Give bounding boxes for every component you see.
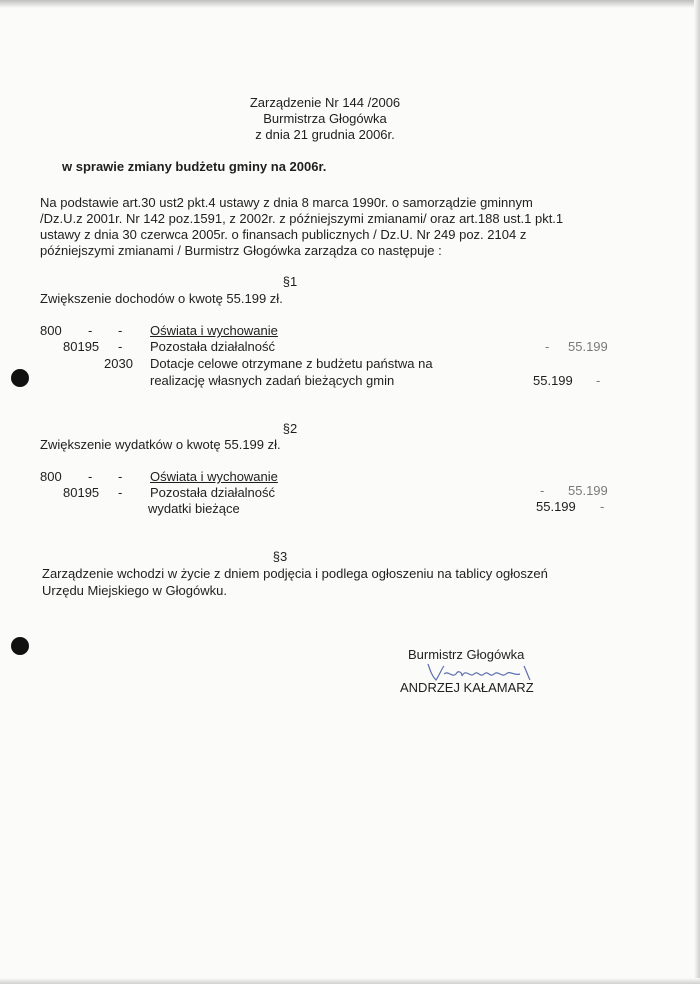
document-subject: w sprawie zmiany budżetu gminy na 2006r. — [62, 159, 327, 174]
s1-row1-dash-1: - — [88, 323, 93, 338]
s1-row2-amount: 55.199 — [568, 339, 608, 354]
s2-row1-dash-2: - — [118, 469, 123, 484]
scan-bottom-edge — [0, 978, 700, 984]
s1-row3-label-b: realizację własnych zadań bieżących gmin — [150, 373, 395, 388]
s2-row3-amount: 55.199 — [536, 499, 576, 514]
s1-row3-amount-dash: - — [596, 373, 601, 388]
s1-row3-amount: 55.199 — [533, 373, 573, 388]
s2-row1-code: 800 — [40, 469, 62, 484]
s2-row3-amount-dash: - — [600, 499, 605, 514]
s1-row3-code: 2030 — [104, 356, 133, 371]
s1-row2-dash: - — [118, 339, 123, 354]
section-3-mark: §3 — [272, 549, 288, 564]
section-1-intro: Zwiększenie dochodów o kwotę 55.199 zł. — [40, 291, 283, 306]
s1-row2-label: Pozostała działalność — [150, 339, 276, 354]
punch-hole-bottom — [11, 637, 29, 655]
s1-row1-dash-2: - — [118, 323, 123, 338]
preamble-line-4: późniejszymi zmianami / Burmistrz Głogówka zarządza co następuje : — [40, 243, 442, 258]
preamble-line-3: ustawy z dnia 30 czerwca 2005r. o finansach publicznych / Dz.U. Nr 249 poz. 2104 z — [40, 227, 527, 242]
s1-row3-label-a: Dotacje celowe otrzymane z budżetu państwa na — [150, 356, 433, 371]
s2-row3-label: wydatki bieżące — [148, 501, 240, 516]
signatory-name: ANDRZEJ KAŁAMARZ — [400, 680, 534, 695]
document-number: Zarządzenie Nr 144 /2006 — [249, 95, 401, 110]
s2-row1-dash-1: - — [88, 469, 93, 484]
scan-right-edge — [694, 0, 700, 984]
s2-row2-label: Pozostała działalność — [150, 485, 276, 500]
signatory-title: Burmistrz Głogówka — [408, 647, 525, 662]
s2-row1-label: Oświata i wychowanie — [150, 469, 278, 484]
s2-row2-code: 80195 — [63, 485, 100, 500]
scan-top-edge — [0, 0, 700, 8]
preamble-line-1: Na podstawie art.30 ust2 pkt.4 ustawy z dnia 8 marca 1990r. o samorządzie gminnym — [40, 195, 533, 210]
section-3-line-2: Urzędu Miejskiego w Głogówku. — [42, 583, 227, 598]
preamble-line-2: /Dz.U.z 2001r. Nr 142 poz.1591, z 2002r. z późniejszymi zmianami/ oraz art.188 ust.1 pkt.1 — [40, 211, 564, 226]
s2-row2-amount-dash: - — [540, 483, 545, 498]
punch-hole-top — [11, 369, 29, 387]
section-3-line-1: Zarządzenie wchodzi w życie z dniem podjęcia i podlega ogłoszeniu na tablicy ogłoszeń — [42, 566, 548, 581]
section-1-mark: §1 — [282, 274, 298, 289]
s2-row2-amount: 55.199 — [568, 483, 608, 498]
section-2-intro: Zwiększenie wydatków o kwotę 55.199 zł. — [40, 437, 281, 452]
issuer: Burmistrza Głogówka — [263, 111, 387, 126]
s1-row1-label: Oświata i wychowanie — [150, 323, 278, 338]
s1-row1-code: 800 — [40, 323, 62, 338]
s1-row2-code: 80195 — [63, 339, 100, 354]
section-2-mark: §2 — [282, 421, 298, 436]
s2-row2-dash: - — [118, 485, 123, 500]
s1-row2-amount-dash: - — [545, 339, 550, 354]
document-date: z dnia 21 grudnia 2006r. — [255, 127, 395, 142]
